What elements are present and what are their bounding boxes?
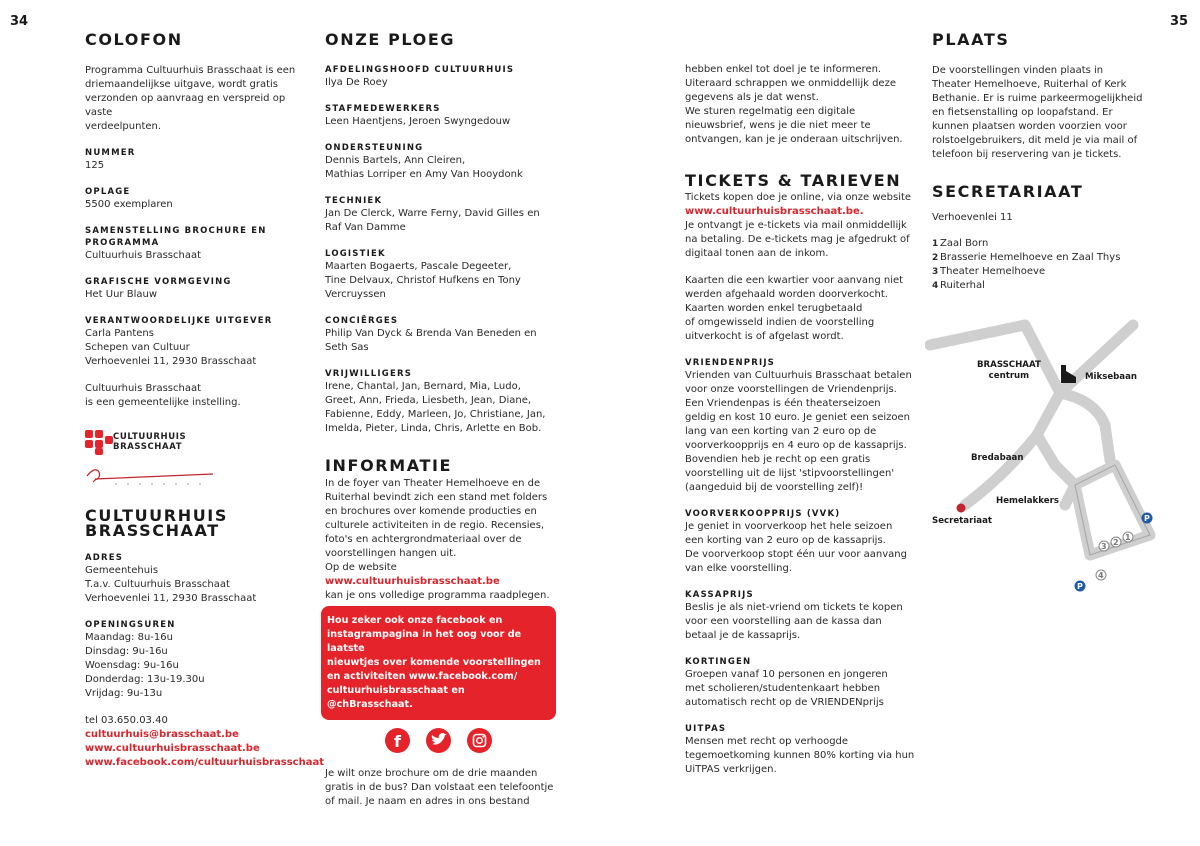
- ploeg-value: Philip Van Dyck & Brenda Van Beneden en Seth Sas: [325, 328, 537, 353]
- instagram-icon[interactable]: [467, 728, 492, 753]
- colofon-label: VERANTWOORDELIJKE UITGEVER: [85, 316, 273, 326]
- openingsuren-label: OPENINGSUREN: [85, 620, 176, 630]
- map-label-centrum: BRASSCHAAT centrum: [977, 360, 1041, 381]
- email-link[interactable]: cultuurhuis@brasschaat.be: [85, 729, 239, 740]
- venue-4-label: 4: [1098, 571, 1104, 580]
- tarief-value: Groepen vanaf 10 personen en jongeren met scholieren/studentenkaart hebben automatisch recht op de VRIENDENprijs: [685, 669, 888, 708]
- logo-mark-icon: [85, 430, 113, 456]
- venue-1-label: 1: [1125, 533, 1131, 542]
- logo-text: CULTUURHUIS BRASSCHAAT: [113, 432, 187, 452]
- map-label-miksebaan: Miksebaan: [1085, 372, 1138, 382]
- openingsuren-value: Maandag: 8u-16u Dinsdag: 9u-16u Woensdag: 9u-16u Donderdag: 13u-19.30u Vrijdag: 9u-13u: [85, 632, 205, 699]
- tarief-value: Mensen met recht op verhoogde tegemoetkoming kunnen 80% korting via hun UiTPAS verkrijgen.: [685, 736, 915, 775]
- venue-2-label: 2: [1113, 538, 1119, 547]
- location-list-item: [932, 265, 1162, 279]
- tarief-label: VRIENDENPRIJS: [685, 358, 776, 368]
- tarief-value: Je geniet in voorverkoop het hele seizoen een korting van 2 euro op de kassaprijs. De voorverkoop stopt één uur voor aanvang van elke voorstelling.: [685, 521, 907, 574]
- location-name: Ruiterhal: [940, 280, 985, 291]
- ploeg-value: Ilya De Roey: [325, 77, 388, 88]
- institution-note: Cultuurhuis Brasschaat is een gemeentelijke instelling.: [85, 383, 241, 408]
- plaats-column: [932, 30, 1162, 293]
- cultuurhuis-logo: [85, 430, 315, 456]
- colofon-item: [85, 225, 315, 263]
- road-east: [1060, 393, 1110, 460]
- location-map: [925, 305, 1175, 605]
- ploeg-label: VRIJWILLIGERS: [325, 369, 413, 379]
- map-roads: [925, 305, 1175, 605]
- tickets-column: [685, 63, 920, 777]
- secretariaat-dot-icon: [957, 504, 966, 513]
- facebook-link[interactable]: www.facebook.com/cultuurhuisbrasschaat: [85, 757, 325, 768]
- page-number-left: 34: [10, 14, 29, 29]
- location-num: 1: [932, 239, 939, 249]
- tarief-label: KORTINGEN: [685, 657, 752, 667]
- ploeg-value: Irene, Chantal, Jan, Bernard, Mia, Ludo, Greet, Ann, Frieda, Liesbeth, Jean, Diane, Fabienne, Eddy, Marleen, Jo, Christiane, Jan, Imelda, Pieter, Linda, Chris, Arlette en Bob.: [325, 381, 546, 434]
- colofon-value: Cultuurhuis Brasschaat: [85, 250, 202, 261]
- location-num: 3: [932, 267, 939, 277]
- location-name: Zaal Born: [940, 238, 989, 249]
- social-promo-box: Hou zeker ook onze facebook en instagrampagina in het oog voor de laatste nieuwtjes over komende voorstellingen en activiteiten www.facebook.com/ cultuurhuisbrasschaat en @chBrasschaat.: [321, 606, 556, 720]
- colofon-value: 125: [85, 160, 105, 171]
- location-num: 4: [932, 281, 939, 291]
- privacy-continued: hebben enkel tot doel je te informeren. Uiteraard schrappen we onmiddellijk deze gegevens als je dat wenst. We sturen regelmatig een digitale nieuwsbrief, wens je die niet meer te ontvangen, kan je je onderaan uitschrijven.: [685, 64, 903, 145]
- colofon-label: NUMMER: [85, 148, 136, 158]
- tarief-label: KASSAPRIJS: [685, 590, 754, 600]
- colofon-intro: Programma Cultuurhuis Brasschaat is een driemaandelijkse uitgave, wordt gratis verzonden op aanvraag en verspreid op vaste verdeelpunten.: [85, 65, 296, 132]
- colofon-label: SAMENSTELLING BROCHURE EN PROGRAMMA: [85, 226, 267, 248]
- colofon-item: [85, 315, 315, 369]
- colofon-item: [85, 276, 315, 302]
- informatie-web: [325, 561, 565, 589]
- secretariaat-title: SECRETARIAAT: [932, 182, 1084, 201]
- colofon-value: Carla Pantens Schepen van Cultuur Verhoevenlei 11, 2930 Brasschaat: [85, 328, 257, 367]
- page-number-right: 35: [1170, 14, 1189, 29]
- facebook-icon[interactable]: [385, 728, 410, 753]
- ploeg-value: Jan De Clerck, Warre Ferny, David Gilles en Raf Van Damme: [325, 208, 540, 233]
- ploeg-column: [325, 30, 565, 809]
- brochure-text: Je wilt onze brochure om de drie maanden gratis in de bus? Dan volstaat een telefoontje of mail. Je naam en adres in ons bestand: [325, 768, 554, 807]
- plaats-text: De voorstellingen vinden plaats in Theater Hemelhoeve, Ruiterhal of Kerk Bethanie. Er is ruime parkeermogelijkheid en fietsenstalling op loopafstand. Er kunnen plaatsen worden voorzien voor rolstoelgebruikers, dit meld je via mail of telefoon bij reservering van je tickets.: [932, 65, 1143, 160]
- svg-text:f: f: [394, 732, 401, 751]
- colofon-label: OPLAGE: [85, 187, 131, 197]
- tickets-text: Je ontvangt je e-tickets via mail onmiddellijk na betaling. De e-tickets mag je afgedrukt of digitaal tonen aan de inkom.: [685, 220, 910, 259]
- tarief-value: Beslis je als niet-vriend om tickets te kopen voor een voorstelling aan de kassa dan betaal je de kassaprijs.: [685, 602, 903, 641]
- location-list-item: [932, 279, 1162, 293]
- ploeg-value: Maarten Bogaerts, Pascale Degeeter, Tine Delvaux, Christof Hufkens en Tony Vercruyssen: [325, 261, 521, 300]
- social-icons: [325, 728, 565, 754]
- ploeg-label: ONDERSTEUNING: [325, 143, 424, 153]
- map-label-bredabaan: Bredabaan: [971, 453, 1024, 463]
- ploeg-title: ONZE PLOEG: [325, 30, 456, 49]
- twitter-icon[interactable]: [426, 728, 451, 753]
- parking-label: P: [1077, 582, 1083, 591]
- colofon-value: 5500 exemplaren: [85, 199, 173, 210]
- tickets-text-refund: Kaarten die een kwartier voor aanvang niet werden afgehaald worden doorverkocht. Kaarten worden enkel terugbetaald of omgewisseld indien de voorstelling uitverkocht is of afgelast wordt.: [685, 275, 904, 342]
- ploeg-label: STAFMEDEWERKERS: [325, 104, 441, 114]
- location-list-item: [932, 251, 1162, 265]
- colofon-value: Het Uur Blauw: [85, 289, 158, 300]
- ploeg-value: Leen Haentjens, Jeroen Swyngedouw: [325, 116, 511, 127]
- ploeg-label: CONCIËRGES: [325, 316, 399, 326]
- website-link[interactable]: www.cultuurhuisbrasschaat.be: [85, 743, 260, 754]
- tickets-title: TICKETS & TARIEVEN: [685, 171, 902, 190]
- signature-icon: [85, 462, 215, 486]
- informatie-text: In de foyer van Theater Hemelhoeve en de Ruiterhal bevindt zich een stand met folders en brochures over komende producties en culturele activiteiten in de regio. Recensies, foto's en achtergrondmateriaal over de voorstellingen hangen uit.: [325, 478, 548, 559]
- location-name: Brasserie Hemelhoeve en Zaal Thys: [940, 252, 1121, 263]
- secretariaat-address: Verhoevenlei 11: [932, 212, 1013, 223]
- colofon-item: [85, 186, 315, 212]
- ploeg-value: Dennis Bartels, Ann Cleiren, Mathias Lorriper en Amy Van Hooydonk: [325, 155, 523, 180]
- ploeg-label: TECHNIEK: [325, 196, 383, 206]
- colofon-column: [85, 30, 325, 770]
- informatie-web-suffix: kan je ons volledige programma raadplegen.: [325, 590, 550, 601]
- plaats-title: PLAATS: [932, 30, 1010, 49]
- tarief-value: Vrienden van Cultuurhuis Brasschaat betalen voor onze voorstellingen de Vriendenprijs. Een Vriendenpas is één theaterseizoen geldig en kost 10 euro. Je geniet een seizoen lang van een korting van 2 euro op de voorverkoopprijs en 4 euro op de kassaprijs. Bovendien heb je recht op een gratis voorstelling uit de lijst 'stipvoorstellingen' (aangeduid bij de voorstelling zelf)!: [685, 370, 912, 493]
- location-name: Theater Hemelhoeve: [940, 266, 1046, 277]
- road-center: [1037, 435, 1075, 505]
- ploeg-label: LOGISTIEK: [325, 249, 386, 259]
- web-prefix: Op de website: [325, 562, 397, 573]
- colofon-label: GRAFISCHE VORMGEVING: [85, 277, 232, 287]
- location-num: 2: [932, 253, 939, 263]
- location-list-item: [932, 237, 1162, 251]
- colofon-item: [85, 147, 315, 173]
- tarief-label: UITPAS: [685, 724, 727, 734]
- colofon-title: COLOFON: [85, 30, 183, 49]
- informatie-title: INFORMATIE: [325, 456, 453, 475]
- parking-label: P: [1144, 514, 1150, 523]
- tickets-website-link[interactable]: www.cultuurhuisbrasschaat.be.: [685, 206, 864, 217]
- map-label-hemelakkers: Hemelakkers: [996, 496, 1059, 506]
- venue-3-label: 3: [1101, 542, 1107, 551]
- phone-number: tel 03.650.03.40: [85, 715, 168, 726]
- tarief-label: VOORVERKOOPPRIJS (VVK): [685, 509, 841, 519]
- cultuurhuis-title: CULTUURHUIS BRASSCHAAT: [85, 506, 228, 540]
- informatie-web-link[interactable]: www.cultuurhuisbrasschaat.be: [325, 576, 500, 587]
- adres-value: Gemeentehuis T.a.v. Cultuurhuis Brasschaat Verhoevenlei 11, 2930 Brasschaat: [85, 565, 257, 604]
- adres-label: ADRES: [85, 553, 124, 563]
- map-label-secretariaat: Secretariaat: [932, 516, 992, 526]
- tickets-intro: Tickets kopen doe je online, via onze website: [685, 192, 912, 203]
- ploeg-label: AFDELINGSHOOFD CULTUURHUIS: [325, 65, 515, 75]
